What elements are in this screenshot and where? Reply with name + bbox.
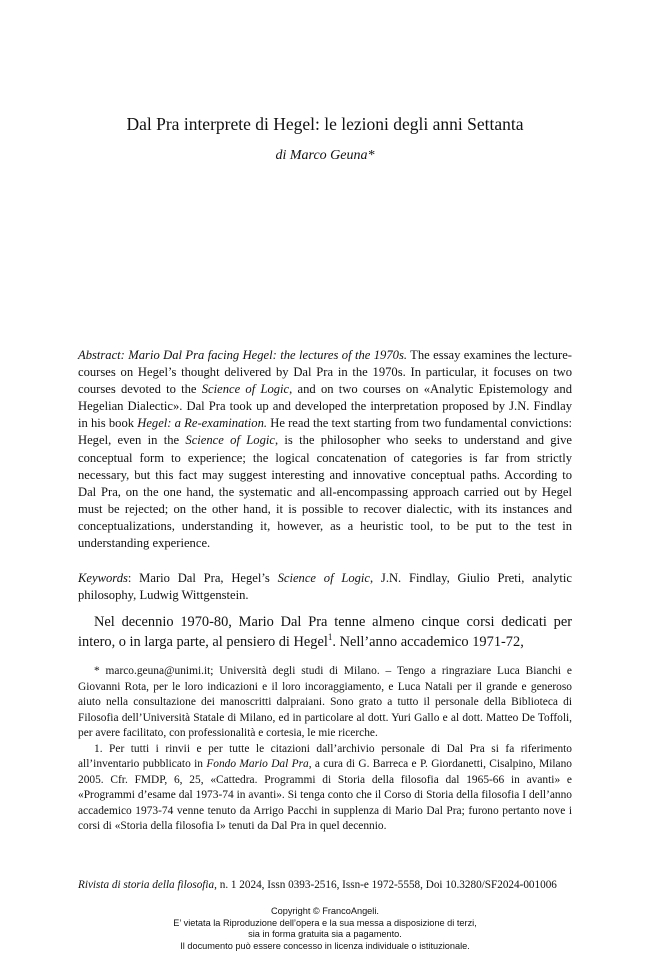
copyright-notice (0, 906, 650, 952)
abstract-heading: Abstract: Mario Dal Pra facing Hegel: the lectures of the 1970s. (78, 348, 407, 362)
footnote-1-italic: Fondo Mario Dal Pra (206, 758, 309, 771)
body-text-2: . Nell’anno accademico 1971-72, (332, 634, 524, 650)
keywords (78, 570, 572, 604)
article-title: Dal Pra interprete di Hegel: le lezioni degli anni Settanta (126, 114, 524, 134)
keywords-italic: Science of Logic (277, 571, 371, 585)
body-paragraph (78, 612, 572, 652)
footnotes (78, 664, 572, 835)
abstract (78, 347, 572, 552)
copyright-line-2: E’ vietata la Riproduzione dell’opera e la sua messa a disposizione di terzi, (173, 917, 477, 928)
abstract-text-3: He read the text starting from two fundamental convictions: Hegel, even in the (78, 416, 572, 448)
copyright-line-1: Copyright © FrancoAngeli. (271, 906, 379, 916)
abstract-italic-2: Hegel: a Re-examination. (137, 416, 268, 431)
footnote-ref: 1 (327, 632, 333, 643)
footnote-1-text-a: 1. Per tutti i rinvii e per tutte le citazioni dall’archivio personale di Dal Pra si fa riferimento all’inventario pubblicato in (78, 742, 572, 771)
abstract-text-4: , is the philosopher who seeks to understand and give conceptual form to experience; the logical concatenation of categories is far from strictly necessary, but this fact may suggest interesting and innovative conceptual paths. According to Dal Pra, on the one hand, the systematic and all-encompassing approach carried out by Hegel must be rejected; on the other hand, it is possible to recover dialectic, with its instances and conceptualizations, understanding it, however, as a heuristic tool, to be put to the test in understanding experience. (78, 433, 572, 551)
body-text-1: Nel decennio 1970-80, Mario Dal Pra tenne almeno cinque corsi dedicati per intero, o in larga parte, al pensiero di Hegel (78, 614, 572, 650)
keywords-text-2: , J.N. Findlay, Giulio Preti, analytic philosophy, Ludwig Wittgenstein. (78, 571, 573, 603)
abstract-text-2: , and on two courses on «Analytic Epistemology and Hegelian Dialectic». Dal Pra took up and developed the interpretation proposed by J.N. Findlay in his book (78, 382, 572, 431)
keywords-label: Keywords (78, 571, 128, 585)
abstract-text-1: The essay examines the lecture-courses on Hegel’s thought delivered by Dal Pra in the 1970s. In particular, it focuses on two courses devoted to the (78, 348, 572, 397)
journal-citation (78, 878, 578, 893)
journal-details: , n. 1 2024, Issn 0393-2516, Issn-e 1972-5558, Doi 10.3280/SF2024-001006 (214, 879, 557, 891)
article-author: di Marco Geuna* (275, 148, 375, 163)
abstract-italic-3: Science of Logic (185, 433, 275, 448)
copyright-line-3: sia in forma gratuita sia a pagamento. (248, 929, 402, 940)
footnote-star: * marco.geuna@unimi.it; Università degli studi di Milano. – Tengo a ringraziare Luca Bianchi e Giovanni Rota, per le loro indicazioni e il loro incoraggiamento, e Luca Natali per il grande e generoso aiuto nella consultazione dei manoscritti dalpraiani. Sono grato a tutto il personale della Biblioteca di Filosofia dell’Università Statale di Milano, ed in particolare al dott. Yuri Gallo e al dott. Matteo De Toffoli, per avere facilitato, con professionalità e cortesia, le mie ricerche. (78, 665, 572, 740)
copyright-line-4: Il documento può essere concesso in licenza individuale o istituzionale. (180, 940, 470, 951)
keywords-text-1: : Mario Dal Pra, Hegel’s (127, 571, 278, 585)
abstract-italic-1: Science of Logic (201, 382, 290, 397)
footnote-1 (78, 742, 572, 835)
journal-name: Rivista di storia della filosofia (78, 879, 215, 891)
footnote-1-text-b: , a cura di G. Barreca e P. Giordanetti, Cisalpino, Milano 2005. Cfr. FMDP, 6, 25, «Cattedra. Programmi di Storia della filosofia dal 1965-66 in avanti» e «Programmi d’esame dal 1973-74 in avanti». Si tenga conto che il Corso di Storia della filosofia I dell’anno accademico 1973-74 venne tenuto da Arrigo Pacchi in supplenza di Mario Dal Pra; furono pertanto nove i corsi di «Storia della filosofia I» tenuti da Dal Pra in quel decennio. (78, 758, 573, 833)
